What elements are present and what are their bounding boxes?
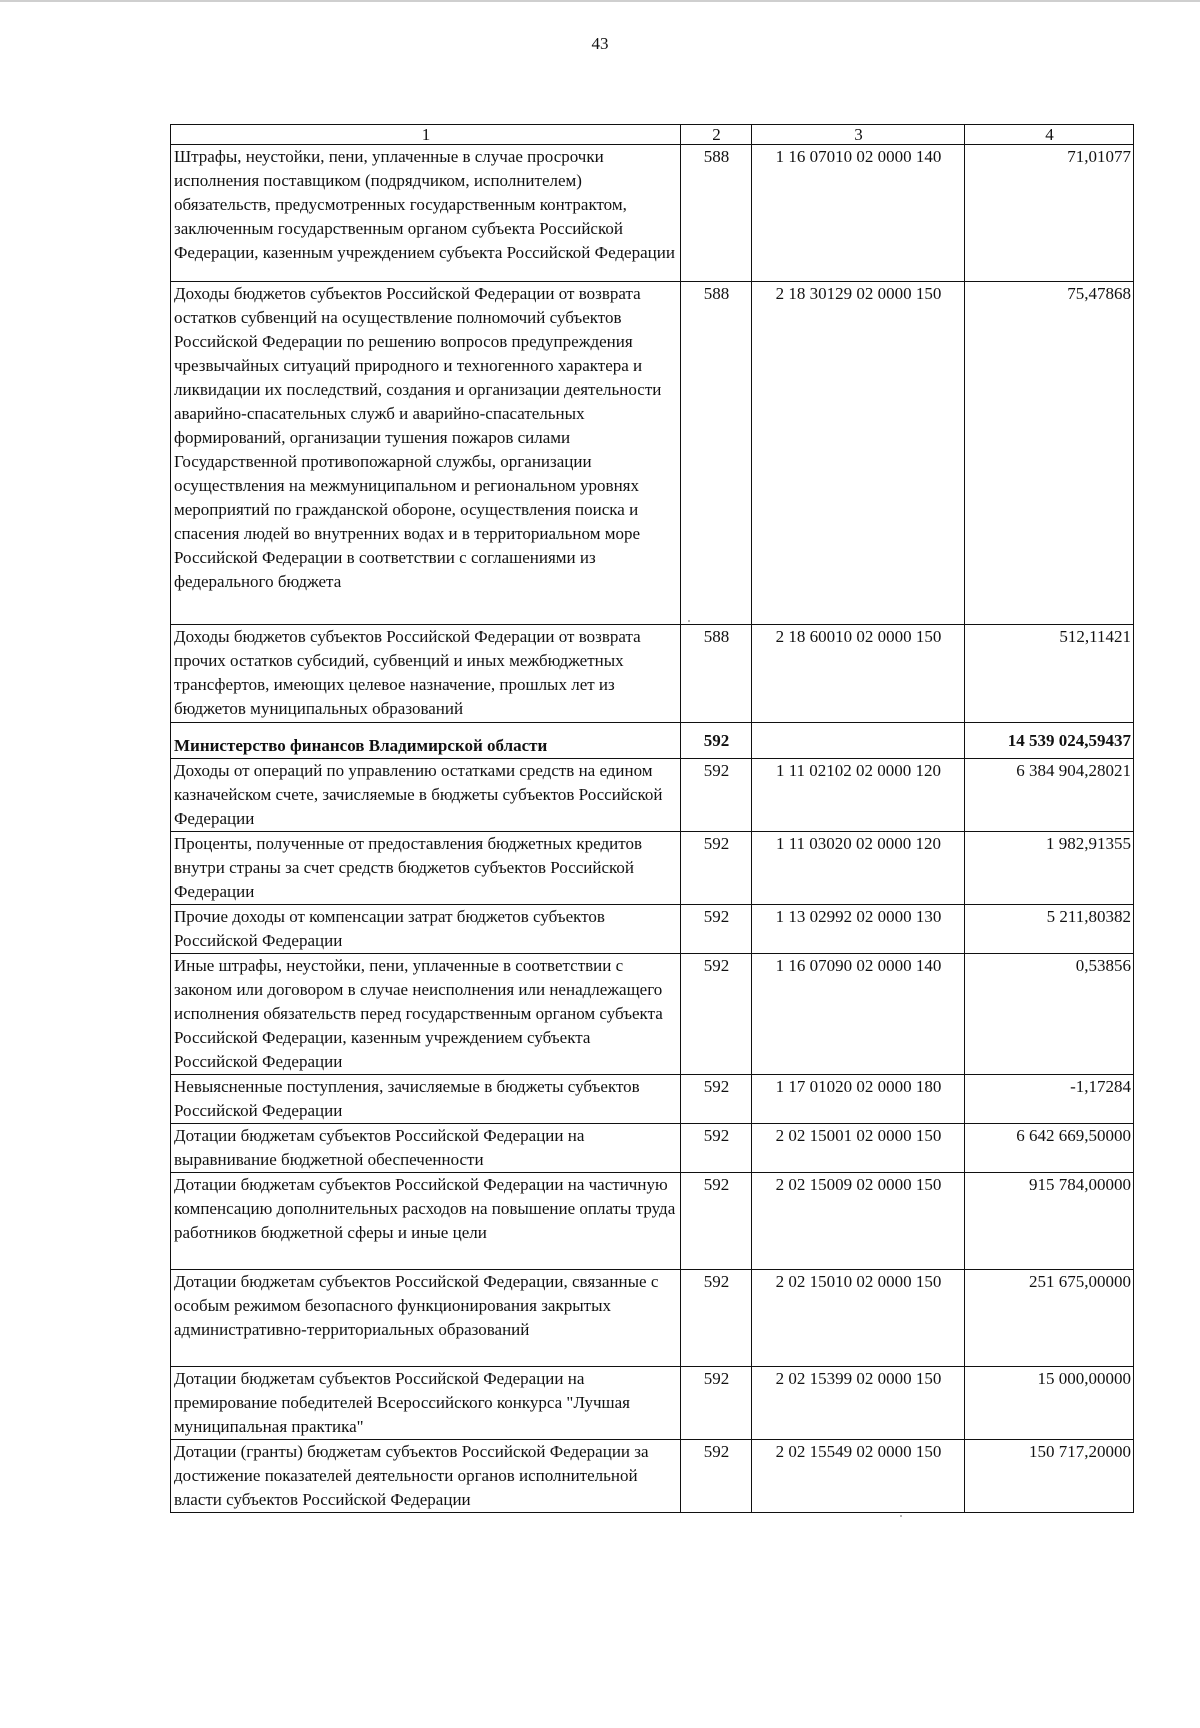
- amount: 251 675,00000: [965, 1270, 1134, 1367]
- income-name: Дотации (гранты) бюджетам субъектов Российской Федерации за достижение показателей деятельности органов исполнительной власти субъектов Российской Федерации: [171, 1440, 681, 1513]
- budget-classification-code: 2 02 15399 02 0000 150: [752, 1367, 965, 1440]
- table-row: [171, 282, 1134, 625]
- amount: 15 000,00000: [965, 1367, 1134, 1440]
- budget-classification-code: 2 02 15001 02 0000 150: [752, 1124, 965, 1173]
- budget-classification-code: 1 16 07090 02 0000 140: [752, 954, 965, 1075]
- admin-code: 592: [681, 1075, 752, 1124]
- income-name: Дотации бюджетам субъектов Российской Федерации на частичную компенсацию дополнительных расходов на повышение оплаты труда работников бюджетной сферы и иные цели: [171, 1173, 681, 1270]
- budget-classification-code: 2 18 30129 02 0000 150: [752, 282, 965, 625]
- income-name: Дотации бюджетам субъектов Российской Федерации на премирование победителей Всероссийского конкурса "Лучшая муниципальная практика": [171, 1367, 681, 1440]
- admin-code: 592: [681, 954, 752, 1075]
- income-name: Дотации бюджетам субъектов Российской Федерации на выравнивание бюджетной обеспеченности: [171, 1124, 681, 1173]
- table-row: [171, 905, 1134, 954]
- admin-code: 588: [681, 282, 752, 625]
- budget-classification-code: 2 02 15010 02 0000 150: [752, 1270, 965, 1367]
- amount: 915 784,00000: [965, 1173, 1134, 1270]
- table-row: [171, 1270, 1134, 1367]
- column-header-4: 4: [965, 125, 1134, 145]
- table-row: [171, 1124, 1134, 1173]
- table-row: [171, 145, 1134, 282]
- admin-code: 588: [681, 625, 752, 723]
- amount: 6 642 669,50000: [965, 1124, 1134, 1173]
- amount: 512,11421: [965, 625, 1134, 723]
- budget-classification-code: 1 16 07010 02 0000 140: [752, 145, 965, 282]
- table-row: [171, 625, 1134, 723]
- amount: 0,53856: [965, 954, 1134, 1075]
- amount: 75,47868: [965, 282, 1134, 625]
- budget-classification-code: 1 13 02992 02 0000 130: [752, 905, 965, 954]
- budget-classification-code: [752, 723, 965, 759]
- table-row-section: [171, 723, 1134, 759]
- income-name: Иные штрафы, неустойки, пени, уплаченные в соответствии с законом или договором в случае неисполнения или ненадлежащего исполнения обязательств перед государственным органом субъекта Российской Федерации, казенным учреждением субъекта Российской Федерации: [171, 954, 681, 1075]
- table-row: [171, 759, 1134, 832]
- page-number: 43: [591, 34, 609, 53]
- scan-speck: [900, 1515, 902, 1517]
- page-top-edge: [0, 0, 1200, 2]
- amount: 150 717,20000: [965, 1440, 1134, 1513]
- column-header-3: 3: [752, 125, 965, 145]
- income-name: Невыясненные поступления, зачисляемые в бюджеты субъектов Российской Федерации: [171, 1075, 681, 1124]
- admin-code: 592: [681, 1367, 752, 1440]
- income-name: Доходы от операций по управлению остатками средств на едином казначейском счете, зачисляемые в бюджеты субъектов Российской Федерации: [171, 759, 681, 832]
- admin-code: 592: [681, 1173, 752, 1270]
- table-row: [171, 1367, 1134, 1440]
- amount: 5 211,80382: [965, 905, 1134, 954]
- admin-code: 592: [681, 832, 752, 905]
- income-name: Доходы бюджетов субъектов Российской Федерации от возврата остатков субвенций на осуществление полномочий субъектов Российской Федерации по решению вопросов предупреждения чрезвычайных ситуаций природного и техногенного характера и ликвидации их последствий, создания и организации деятельности аварийно-спасательных служб и аварийно-спасательных формирований, организации тушения пожаров силами Государственной противопожарной службы, организации осуществления на межмуниципальном и региональном уровнях мероприятий по гражданской обороне, осуществления поиска и спасения людей во внутренних водах и в территориальном море Российской Федерации в соответствии с соглашениями из федерального бюджета: [171, 282, 681, 625]
- income-name: Доходы бюджетов субъектов Российской Федерации от возврата прочих остатков субсидий, субвенций и иных межбюджетных трансфертов, имеющих целевое назначение, прошлых лет из бюджетов муниципальных образований: [171, 625, 681, 723]
- admin-code: 592: [681, 1124, 752, 1173]
- admin-code: 592: [681, 1440, 752, 1513]
- table-row: [171, 832, 1134, 905]
- budget-classification-code: 2 02 15009 02 0000 150: [752, 1173, 965, 1270]
- column-header-2: 2: [681, 125, 752, 145]
- table-row: [171, 1173, 1134, 1270]
- admin-code: 592: [681, 905, 752, 954]
- amount: 1 982,91355: [965, 832, 1134, 905]
- income-name: Дотации бюджетам субъектов Российской Федерации, связанные с особым режимом безопасного функционирования закрытых административно-территориальных образований: [171, 1270, 681, 1367]
- amount: 14 539 024,59437: [965, 723, 1134, 759]
- ministry-name: Министерство финансов Владимирской области: [171, 723, 681, 759]
- income-name: Прочие доходы от компенсации затрат бюджетов субъектов Российской Федерации: [171, 905, 681, 954]
- table-row: [171, 954, 1134, 1075]
- column-header-1: 1: [171, 125, 681, 145]
- budget-classification-code: 2 18 60010 02 0000 150: [752, 625, 965, 723]
- amount: 6 384 904,28021: [965, 759, 1134, 832]
- admin-code: 592: [681, 1270, 752, 1367]
- budget-classification-code: 2 02 15549 02 0000 150: [752, 1440, 965, 1513]
- scan-speck: [688, 620, 690, 622]
- table-header-row: [171, 125, 1134, 145]
- table-row: [171, 1440, 1134, 1513]
- admin-code: 592: [681, 723, 752, 759]
- budget-classification-code: 1 11 03020 02 0000 120: [752, 832, 965, 905]
- amount: 71,01077: [965, 145, 1134, 282]
- amount: -1,17284: [965, 1075, 1134, 1124]
- admin-code: 592: [681, 759, 752, 832]
- admin-code: 588: [681, 145, 752, 282]
- income-name: Штрафы, неустойки, пени, уплаченные в случае просрочки исполнения поставщиком (подрядчиком, исполнителем) обязательств, предусмотренных государственным контрактом, заключенным государственным органом субъекта Российской Федерации, казенным учреждением субъекта Российской Федерации: [171, 145, 681, 282]
- revenue-table: [170, 124, 1134, 1513]
- table-row: [171, 1075, 1134, 1124]
- budget-classification-code: 1 17 01020 02 0000 180: [752, 1075, 965, 1124]
- income-name: Проценты, полученные от предоставления бюджетных кредитов внутри страны за счет средств бюджетов субъектов Российской Федерации: [171, 832, 681, 905]
- budget-classification-code: 1 11 02102 02 0000 120: [752, 759, 965, 832]
